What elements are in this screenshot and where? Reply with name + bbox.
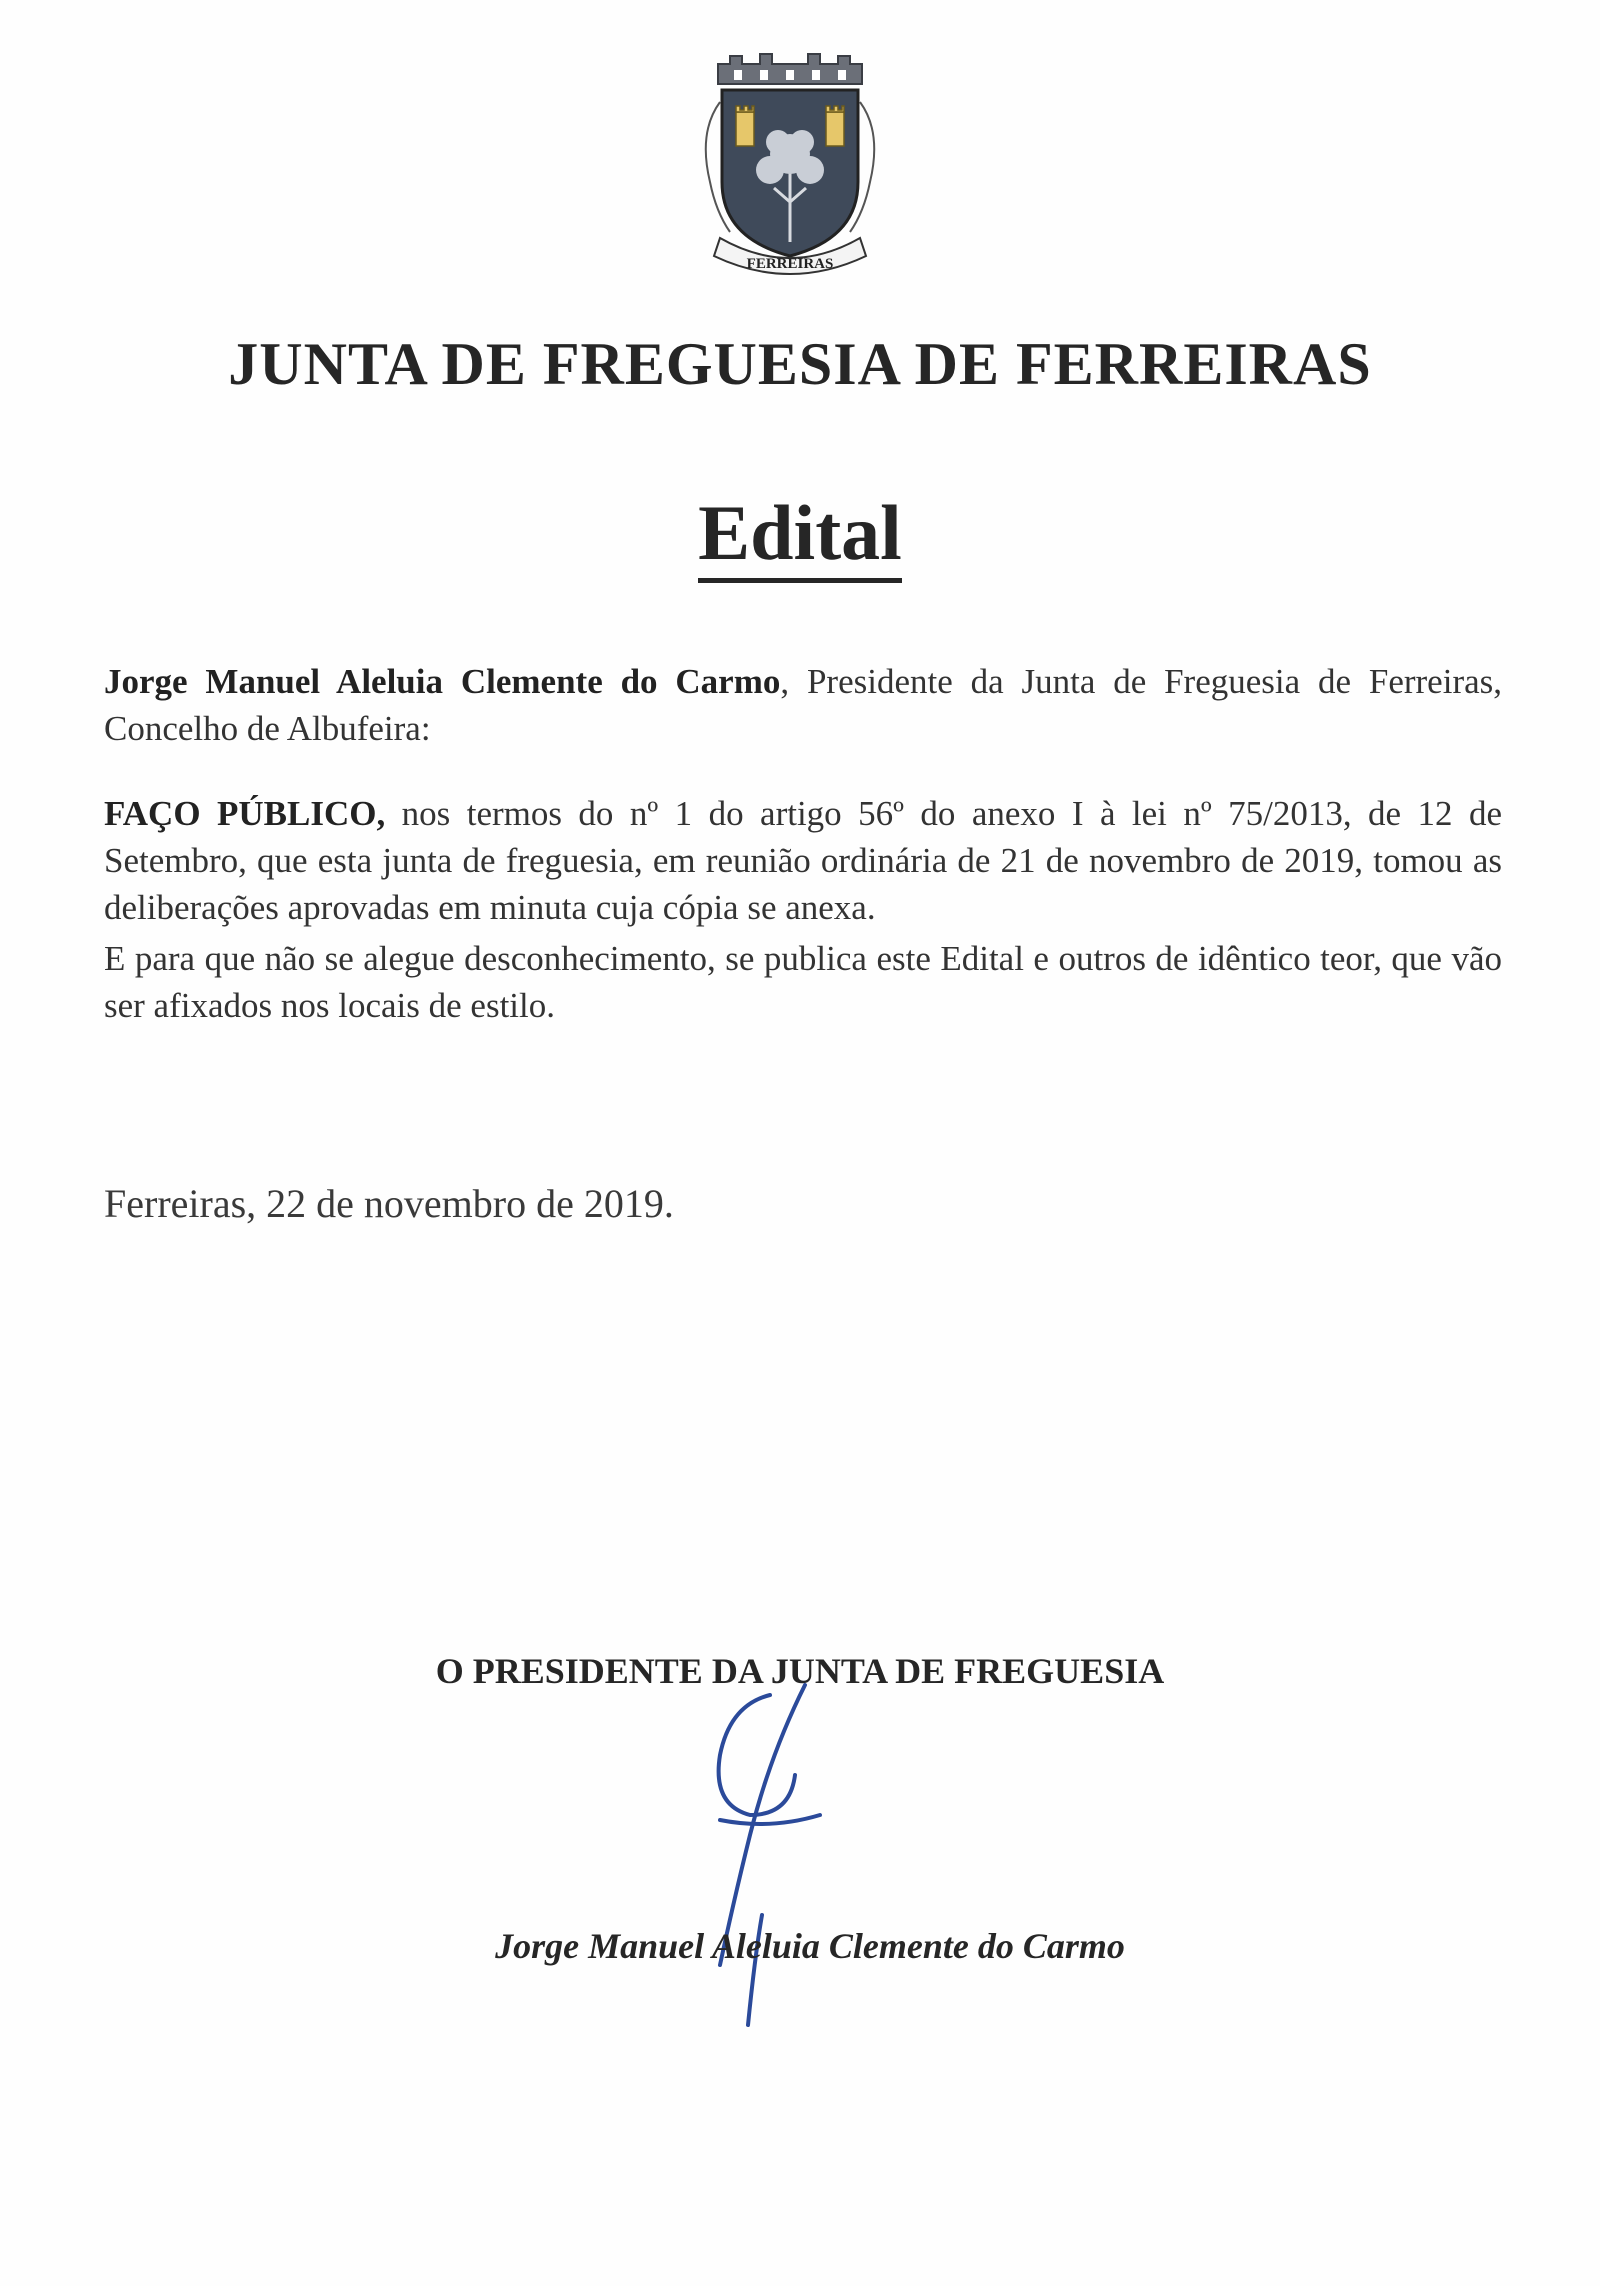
crest-ribbon-text: FERREIRAS [746, 256, 834, 272]
president-name: Jorge Manuel Aleluia Clemente do Carmo [104, 662, 781, 701]
signatory-title: O PRESIDENTE DA JUNTA DE FREGUESIA [435, 1651, 1165, 1691]
intro-paragraph [104, 658, 1502, 752]
announcement-text: nos termos do nº 1 do artigo 56º do anexo I à lei nº 75/2013, de 12 de Setembro, que esta junta de freguesia, em reunião ordinária de 21 de novembro de 2019, tomou as deliberações aprovadas em minuta cuja cópia se anexa. [104, 794, 1502, 927]
document-title [0, 488, 1600, 578]
place-and-date: Ferreiras, 22 de novembro de 2019. [104, 1181, 674, 1226]
organization-heading: JUNTA DE FREGUESIA DE FERREIRAS [228, 331, 1372, 397]
handwritten-signature [620, 1665, 920, 2045]
document-title-text: Edital [698, 489, 902, 583]
announcement-lead: FAÇO PÚBLICO, [104, 794, 386, 833]
coat-of-arms-emblem [690, 42, 890, 282]
intro-text: , Presidente da Junta de Freguesia de Ferreiras, Concelho de Albufeira: [104, 662, 1503, 748]
closing-paragraph: E para que não se alegue desconhecimento, se publica este Edital e outros de idêntico teor, que vão ser afixados nos locais de estilo. [104, 939, 1502, 1025]
signatory-name: Jorge Manuel Aleluia Clemente do Carmo [495, 1926, 1125, 1966]
announcement-paragraph [104, 790, 1502, 931]
